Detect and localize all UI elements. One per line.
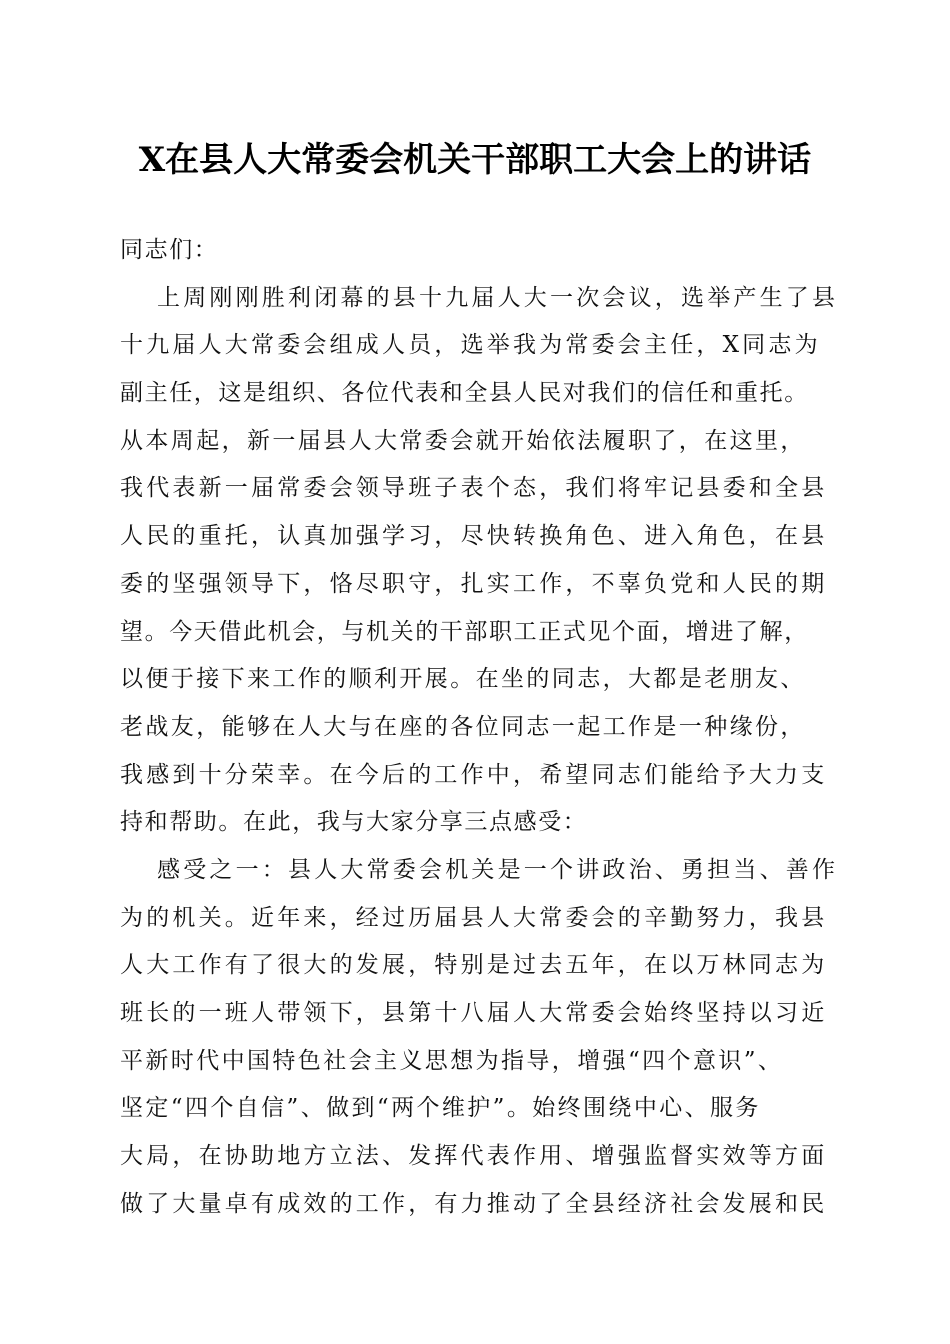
paragraph-line: 从本周起，新一届县人大常委会就开始依法履职了，在这里，	[120, 427, 806, 454]
document-title: X在县人大常委会机关干部职工大会上的讲话	[138, 140, 812, 180]
paragraph-line: 老战友，能够在人大与在座的各位同志一起工作是一种缘份，	[120, 713, 806, 740]
paragraph-line: 望。今天借此机会，与机关的干部职工正式见个面，增进了解，	[120, 618, 809, 645]
paragraph-line: 人大工作有了很大的发展，特别是过去五年，在以万林同志为	[120, 952, 828, 979]
paragraph-line: 以便于接下来工作的顺利开展。在坐的同志，大都是老朋友、	[120, 666, 806, 693]
paragraph-line: 委的坚强领导下，恪尽职守，扎实工作，不辜负党和人民的期	[120, 570, 828, 597]
document-body	[120, 227, 839, 1228]
salutation-line: 同志们：	[120, 237, 219, 263]
paragraph-line: 做了大量卓有成效的工作，有力推动了全县经济社会发展和民	[120, 1190, 828, 1217]
paragraph-line: 大局，在协助地方立法、发挥代表作用、增强监督实效等方面	[120, 1143, 828, 1170]
paragraph-line: 十九届人大常委会组成人员，选举我为常委会主任，X同志为	[120, 332, 821, 359]
paragraph-line: 感受之一：县人大常委会机关是一个讲政治、勇担当、善作	[157, 856, 839, 883]
paragraph-line: 我代表新一届常委会领导班子表个态，我们将牢记县委和全县	[120, 475, 828, 502]
paragraph-line: 班长的一班人带领下，县第十八届人大常委会始终坚持以习近	[120, 1000, 828, 1026]
paragraph-line: 坚定“四个自信”、做到“两个维护”。始终围绕中心、服务	[120, 1095, 761, 1122]
paragraph-line: 持和帮助。在此，我与大家分享三点感受：	[120, 809, 588, 836]
paragraph-line: 平新时代中国特色社会主义思想为指导，增强“四个意识”、	[120, 1047, 784, 1074]
paragraph-line: 人民的重托，认真加强学习，尽快转换角色、进入角色，在县	[120, 523, 828, 550]
paragraph-line: 上周刚刚胜利闭幕的县十九届人大一次会议，选举产生了县	[157, 284, 839, 311]
paragraph-line: 为的机关。近年来，经过历届县人大常委会的辛勤努力，我县	[120, 904, 828, 931]
paragraph-line: 我感到十分荣幸。在今后的工作中，希望同志们能给予大力支	[120, 761, 828, 788]
paragraph-line: 副主任，这是组织、各位代表和全县人民对我们的信任和重托。	[120, 380, 809, 407]
